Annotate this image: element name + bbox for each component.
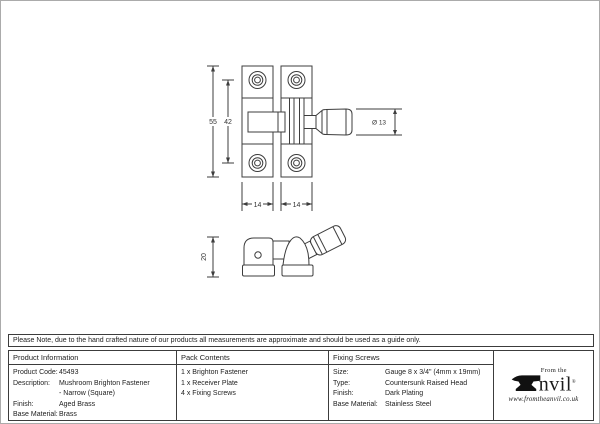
product-information-column <box>9 351 177 420</box>
table-row: - Narrow (Square) <box>59 390 116 398</box>
fixing-screws-header: Fixing Screws <box>329 351 493 365</box>
logo-tagline: From the <box>540 366 567 374</box>
product-information-header: Product Information <box>9 351 176 365</box>
list-item: 1 x Receiver Plate <box>181 379 238 387</box>
side-receiver-base <box>282 265 313 276</box>
logo-url: www.fromtheanvil.co.uk <box>508 396 579 404</box>
dim-label-screw-spacing: 42 <box>224 119 232 126</box>
dimension-42 <box>222 80 234 163</box>
fixing-screws-column <box>329 351 494 420</box>
table-row: Size: Gauge 8 x 3/4" (4mm x 19mm) <box>333 369 481 376</box>
pack-contents-body <box>177 365 328 420</box>
spec-table <box>8 350 594 421</box>
front-view <box>207 66 402 211</box>
dim-label-plate-width-left: 14 <box>253 201 262 209</box>
dim-label-plate-width-right: 14 <box>292 201 301 209</box>
dimension-knob-diameter <box>356 109 402 135</box>
side-block-base <box>243 265 275 276</box>
pack-contents-column <box>177 351 329 420</box>
registered-mark: ® <box>571 380 577 386</box>
table-row: Finish: Dark Plating <box>333 390 424 398</box>
table-row: Type: Countersunk Raised Head <box>333 379 468 387</box>
from-the-anvil-logo <box>509 368 579 403</box>
note-text: Please Note, due to the hand crafted nature of our products all measurements are approximate and should be used as a guide only. <box>13 337 421 344</box>
technical-drawing <box>1 1 600 331</box>
side-screw-hole-icon <box>255 252 261 258</box>
dimension-projection <box>201 237 219 277</box>
dimension-plate-widths <box>242 182 312 211</box>
list-item: 4 x Fixing Screws <box>181 390 236 398</box>
brand-logo-cell <box>494 351 593 420</box>
fixing-screws-body <box>329 365 493 420</box>
mushroom-knob <box>316 109 352 135</box>
note-bar <box>8 334 594 347</box>
logo-wordmark: nvil® <box>538 374 577 397</box>
latch-arm <box>248 112 285 132</box>
pack-contents-header: Pack Contents <box>177 351 328 365</box>
table-row: Base Material: Stainless Steel <box>333 400 432 408</box>
anvil-icon <box>511 373 541 394</box>
table-row: Description: Mushroom Brighton Fastener <box>13 379 150 387</box>
table-row: Product Code: 45493 <box>13 369 79 376</box>
knob-neck <box>304 116 316 129</box>
table-row: Base Material: Brass <box>13 411 77 419</box>
side-view <box>201 224 347 277</box>
list-item: 1 x Brighton Fastener <box>181 369 248 376</box>
dim-label-overall-height: 55 <box>209 119 217 126</box>
dim-label-knob-diameter: Ø 13 <box>371 119 387 127</box>
table-row: Finish: Aged Brass <box>13 400 96 408</box>
dim-label-projection: 20 <box>201 253 208 261</box>
product-information-body <box>9 365 176 423</box>
dimension-55 <box>207 66 219 177</box>
